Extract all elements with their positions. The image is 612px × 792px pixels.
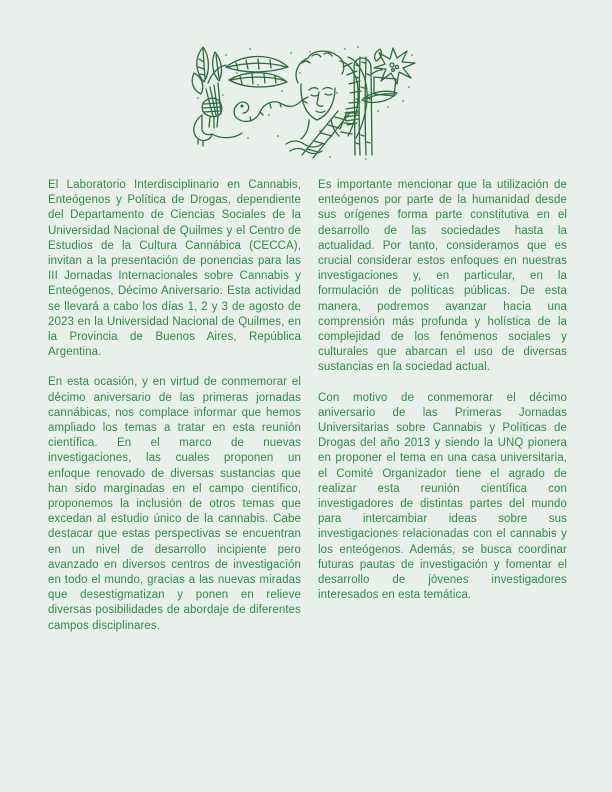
- botanical-illustration-svg: [190, 42, 420, 164]
- two-column-text: [48, 178, 567, 634]
- statue-head-icon: [286, 51, 344, 153]
- right-column: [318, 178, 567, 634]
- serpent-icon: [234, 97, 308, 121]
- paragraph-invitation: El Laboratorio Interdisciplinario en Cannabis, Enteógenos y Política de Drogas, dependiente del Departamento de Ciencias Sociales de la Universidad Nacional de Quilmes y el Centro de Estudios de la Cultura Cannábica (CECCA), invitan a la presentación de ponencias para las III Jornadas Internacionales sobre Cannabis y Enteógenos, Décimo Aniversario. Esta actividad se llevará a cabo los días 1, 2 y 3 de agosto de 2023 en la Universidad Nacional de Quilmes, en la Provincia de Buenos Aires, República Argentina.: [48, 179, 301, 359]
- left-column: [48, 178, 301, 634]
- paragraph-committee-goals: Con motivo de conmemorar el décimo aniversario de las Primeras Jornadas Universitarias sobre Cannabis y Políticas de Drogas del año 2013 y siendo la UNQ pionera en proponer el tema en una casa universitaria, el Comité Organizador tiene el agrado de realizar esta reunión científica con investigadores de distintas partes del mundo para intercambiar ideas sobre sus investigaciones relacionadas con el cannabis y los enteógenos. Además, se busca coordinar futuras pautas de investigación y fomentar el desarrollo de jóvenes investigadores interesados en esta temática.: [318, 391, 567, 602]
- speckles: [197, 46, 412, 160]
- paragraph-entheogens-importance: Es importante mencionar que la utilización de enteógenos por parte de la humanidad desde sus orígenes forma parte constitutiva en el desarrollo de las sociedades hasta la actualidad. Por tanto, consideramos que es crucial considerar estos enfoques en nuestras investigaciones y, en particular, en la formulación de políticas públicas. De esta manera, podremos avanzar hacia una comprensión más profunda y holística de la complejidad de los fenómenos sociales y culturales que abarcan el uso de diversas sustancias en la sociedad actual.: [318, 179, 567, 374]
- botanical-engraving-illustration: [190, 42, 420, 164]
- paragraph-anniversary-topics: En esta ocasión, y en virtud de conmemorar el décimo aniversario de las primeras jornadas cannábicas, nos complace informar que hemos ampliado los temas a tratar en esta reunión científica. En el marco de nuevas investigaciones, las cuales proponen un enfoque renovado de diversas sustancias que han sido marginadas en el campo científico, proponemos la inclusión de otros temas que excedan al estudio único de la cannabis. Cabe destacar que estas perspectivas se encuentran en un nivel de desarrollo incipiente pero avanzado en diversos centros de investigación en todo el mundo, gracias a las nuevas miradas que desestigmatizan y ponen en relieve diversas posibilidades de abordaje de diferentes campos disciplinares.: [48, 376, 301, 632]
- ladder-icon: [302, 111, 349, 158]
- arching-leaves-icon: [226, 56, 288, 87]
